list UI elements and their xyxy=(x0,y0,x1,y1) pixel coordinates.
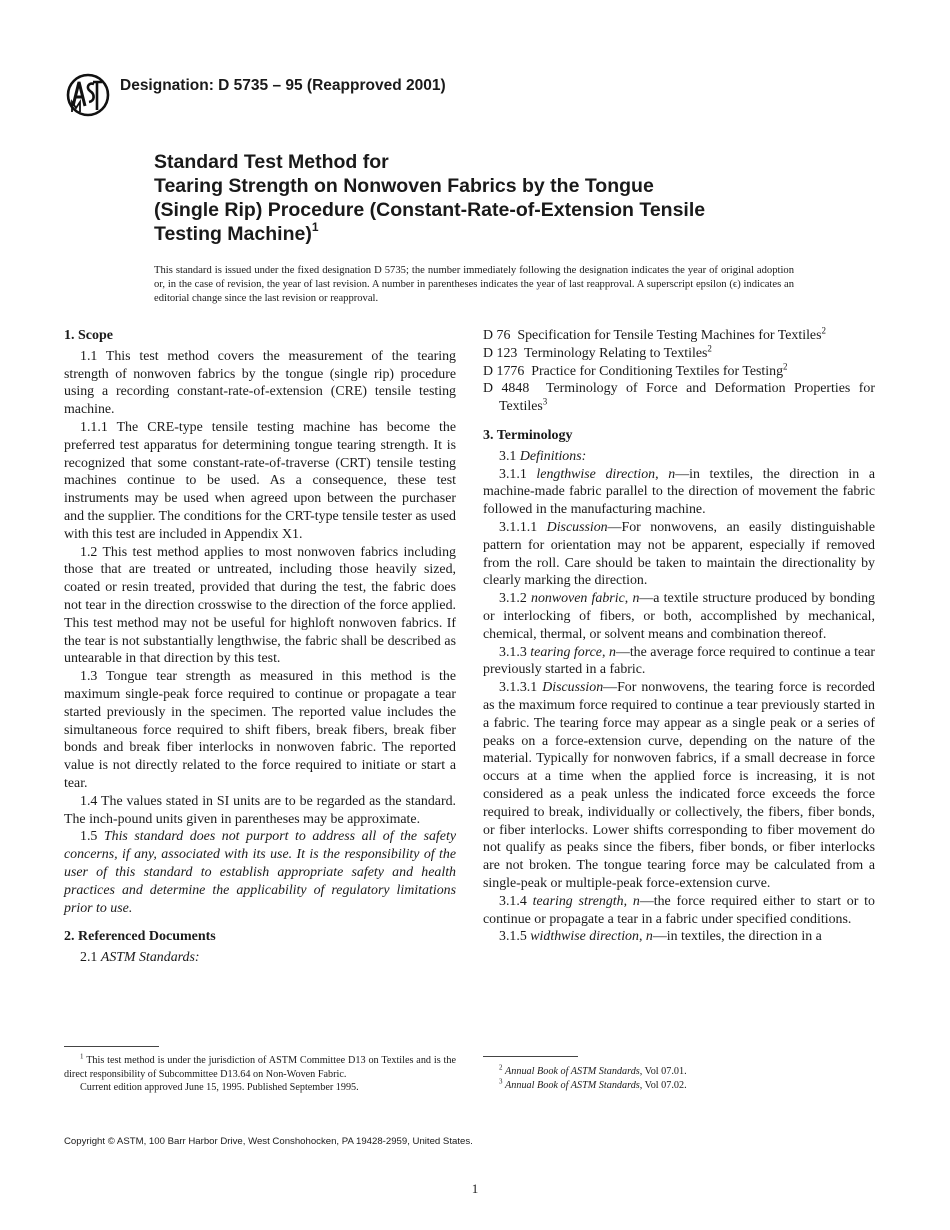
paragraph-1-4: 1.4 The values stated in SI units are to be regarded as the standard. The inch-pound units given in parentheses may be approximate. xyxy=(64,793,456,827)
title-line-4: Testing Machine)$^1$ xyxy=(154,219,319,245)
footnotes-right xyxy=(483,1065,875,1092)
definition-3-1-3: 3.1.3 tearing force, n—the average force required to continue a tear previously started in a fabric. xyxy=(483,644,875,678)
astm-logo xyxy=(64,72,112,118)
title-line-3: (Single Rip) Procedure (Constant-Rate-of-Extension Tensile xyxy=(154,199,706,221)
section-heading-terminology: 3. Terminology xyxy=(483,427,573,443)
title-line-1: Standard Test Method for xyxy=(154,151,389,173)
reference-item: D 1776 Practice for Conditioning Textiles for Testing$^2$ xyxy=(483,360,788,379)
paragraph-1-2: 1.2 This test method applies to most nonwoven fabrics including those that are treated or untreated, including those heavily sized, coated or resin treated, provided that during the test, the fabric does not tear in the direction crosswise to the direction of the force applied. This test method may not be useful for highloft nonwoven fabrics. If the tear is not substantially lengthwise, the fabric shall be described as untearable in that direction by this test. xyxy=(64,544,456,667)
paragraph-1-1-1: 1.1.1 The CRE-type tensile testing machine has become the preferred test apparatus for determining tongue tearing strength. It is recognized that some constant-rate-of-traverse (CRT) tensile testing machines continue to be used. As a consequence, these test instruments may be used when agreed upon between the purchaser and the supplier. The conditions for the CRT-type tensile tester as used with this test are included in Appendix X1. xyxy=(64,419,456,542)
footnote-2: $^2$ Annual Book of ASTM Standards, Vol 07.01. xyxy=(499,1063,687,1077)
footnote-divider xyxy=(64,1046,159,1047)
paragraph-3-1: 3.1 Definitions: xyxy=(499,448,587,464)
copyright-notice: Copyright © ASTM, 100 Barr Harbor Drive, West Conshohocken, PA 19428-2959, United States. xyxy=(64,1136,473,1147)
issuance-note: This standard is issued under the fixed designation D 5735; the number immediately following the designation indicates the year of original adoption or, in the case of revision, the year of last revision. A number in parentheses indicates the year of last reapproval. A superscript epsilon (ϵ) indicates an editorial change since the last revision or reapproval. xyxy=(154,265,794,304)
definition-3-1-2: 3.1.2 nonwoven fabric, n—a textile structure produced by bonding or interlocking of fibers, or both, accomplished by mechanical, chemical, thermal, or solvent means and combination thereof. xyxy=(483,591,875,642)
page-number: 1 xyxy=(471,1181,479,1196)
footnote-3: $^3$ Annual Book of ASTM Standards, Vol 07.02. xyxy=(499,1077,687,1091)
discussion-3-1-3-1: 3.1.3.1 Discussion—For nonwovens, the tearing force is recorded as the maximum force required to continue a tear previously started in a fabric. The tearing force may appear as a single peak or a series of peaks on a force-extension curve, depending on the nature of the material. Typically for nonwoven fabrics, if a small decrease in force occurs at a time when the applied force is increasing, it is not considered as a peak unless the indicated force exceeds the force required to break, individually or collectively, the fibers, fiber bonds, or fiber interlocks. Lower shifts corresponding to fiber movement do not qualify as peaks since the fibers, fiber bonds, or fiber interlocks are not broken. The tongue tearing force may be calculated from a single-peak or multiple-peak force-extension curve. xyxy=(483,680,875,891)
document-title xyxy=(154,150,834,246)
paragraph-1-3: 1.3 Tongue tear strength as measured in this method is the maximum single-peak force required to continue or propagate a tear started previously in the specimen. The reported value includes the simultaneous force required to shift fibers, break fibers, break fiber bonds and break fiber interlocks in nonwoven fabric. The reported value is not directly related to the force required to initiate or start a tear. xyxy=(64,669,456,791)
footnote-divider xyxy=(483,1056,578,1057)
definition-3-1-5: 3.1.5 widthwise direction, n—in textiles, the direction in a xyxy=(499,929,822,945)
paragraph-2-1: 2.1 ASTM Standards: xyxy=(80,950,200,966)
footnote-1-edition: Current edition approved June 15, 1995. Published September 1995. xyxy=(80,1082,359,1093)
left-column xyxy=(64,327,456,967)
discussion-3-1-1-1: 3.1.1.1 Discussion—For nonwovens, an easily distinguishable pattern for orientation may not be apparent, especially if removed from the roll. Care should be taken to maintain the directionality by clearly marking the direction. xyxy=(483,519,875,589)
right-column xyxy=(483,327,875,946)
title-line-2: Tearing Strength on Nonwoven Fabrics by the Tongue xyxy=(154,175,654,197)
designation: Designation: D 5735 – 95 (Reapproved 2001) xyxy=(120,77,446,94)
paragraph-1-5: 1.5 This standard does not purport to address all of the safety concerns, if any, associated with its use. It is the responsibility of the user of this standard to establish appropriate safety and health practices and determine the applicability of regulatory limitations prior to use. xyxy=(64,829,456,916)
title-footnote-mark: 1 xyxy=(311,219,319,234)
reference-item: D 123 Terminology Relating to Textiles$^2$ xyxy=(483,343,712,361)
paragraph-1-1: 1.1 This test method covers the measurement of the tearing strength of nonwoven fabrics by the tongue (single rip) procedure using a recording constant-rate-of-extension (CRE) tensile testing machine. xyxy=(64,348,456,418)
reference-item: D 76 Specification for Tensile Testing Machines for Textiles$^2$ xyxy=(483,325,827,343)
section-heading-referenced: 2. Referenced Documents xyxy=(64,929,216,945)
footnotes-left xyxy=(64,1054,456,1095)
reference-item: D 4848 Terminology of Force and Deformation Properties for Textiles$^3$ xyxy=(483,381,875,415)
section-heading-scope: 1. Scope xyxy=(64,328,113,343)
footnote-1: $^1$ This test method is under the jurisdiction of ASTM Committee D13 on Textiles and is the direct responsibility of Subcommittee D13.64 on Non-Woven Fabric. xyxy=(64,1052,456,1080)
definition-3-1-4: 3.1.4 tearing strength, n—the force required either to start or to continue or propagate a tear in a fabric under specified conditions. xyxy=(483,893,875,927)
definition-3-1-1: 3.1.1 lengthwise direction, n—in textiles, the direction in a machine-made fabric parallel to the direction of movement the fabric followed in the manufacturing machine. xyxy=(483,466,875,518)
